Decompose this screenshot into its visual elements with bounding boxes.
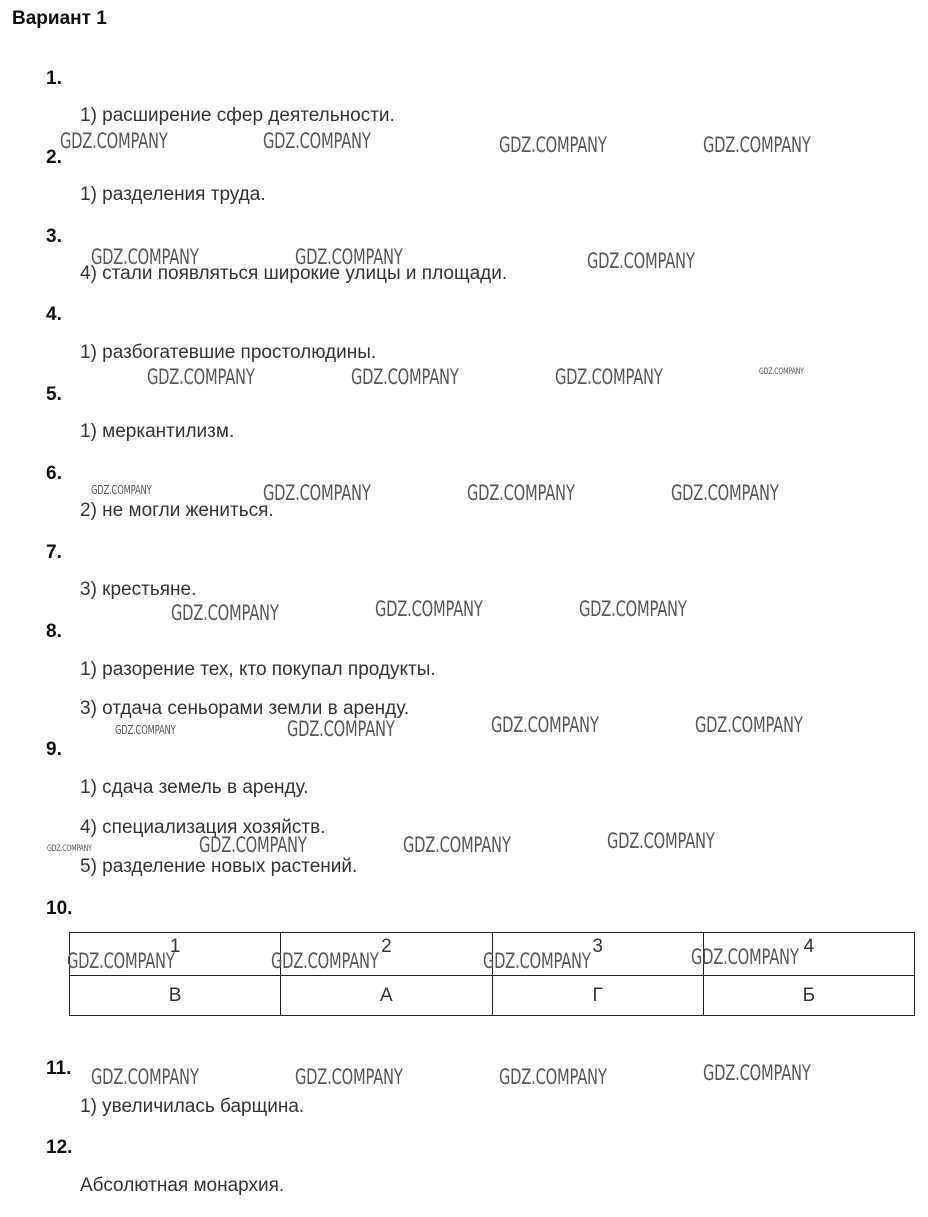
page-title: Вариант 1 xyxy=(12,8,107,29)
question-number: 7. xyxy=(46,542,62,563)
watermark: GDZ.COMPANY xyxy=(607,829,715,853)
answer-text: 1) разбогатевшие простолюдины. xyxy=(80,342,377,363)
answer-text: 1) расширение сфер деятельности. xyxy=(80,105,395,126)
answer-text: 5) разделение новых растений. xyxy=(80,856,358,877)
answer-text: 1) разорение тех, кто покупал продукты. xyxy=(80,659,436,680)
question-number: 8. xyxy=(46,621,62,642)
table-row xyxy=(70,976,915,1016)
watermark: GDZ.COMPANY xyxy=(171,601,279,625)
answer-text: 1) сдача земель в аренду. xyxy=(80,777,309,798)
answer-text: 1) меркантилизм. xyxy=(80,421,235,442)
table-header-cell: 2 xyxy=(281,933,492,976)
watermark: GDZ.COMPANY xyxy=(703,133,811,157)
watermark: GDZ.COMPANY xyxy=(587,249,695,273)
table-row xyxy=(70,933,915,976)
watermark: GDZ.COMPANY xyxy=(555,365,663,389)
table-cell: Б xyxy=(703,976,914,1016)
table-header-cell: 3 xyxy=(492,933,703,976)
watermark: GDZ.COMPANY xyxy=(467,481,575,505)
watermark: GDZ.COMPANY xyxy=(703,1061,811,1085)
watermark: GDZ.COMPANY xyxy=(491,713,599,737)
watermark: GDZ.COMPANY xyxy=(671,481,779,505)
answer-text: 3) крестьяне. xyxy=(80,579,197,600)
watermark: GDZ.COMPANY xyxy=(759,367,804,377)
watermark: GDZ.COMPANY xyxy=(67,949,175,973)
watermark: GDZ.COMPANY xyxy=(287,717,395,741)
watermark: GDZ.COMPANY xyxy=(199,833,307,857)
watermark: GDZ.COMPANY xyxy=(295,1065,403,1089)
answer-text: 2) не могли жениться. xyxy=(80,500,274,521)
watermark: GDZ.COMPANY xyxy=(60,129,168,153)
watermark: GDZ.COMPANY xyxy=(47,844,92,854)
question-number: 11. xyxy=(46,1058,72,1079)
watermark: GDZ.COMPANY xyxy=(271,949,379,973)
question-number: 12. xyxy=(46,1137,73,1158)
answer-text: 1) разделения труда. xyxy=(80,184,266,205)
table-cell: В xyxy=(70,976,281,1016)
question-number: 4. xyxy=(46,304,62,325)
watermark: GDZ.COMPANY xyxy=(351,365,459,389)
watermark: GDZ.COMPANY xyxy=(115,723,176,737)
answer-text: 3) отдача сеньорами земли в аренду. xyxy=(80,698,410,719)
answer-text: 1) увеличилась барщина. xyxy=(80,1096,305,1117)
watermark: GDZ.COMPANY xyxy=(499,1065,607,1089)
question-number: 6. xyxy=(46,463,62,484)
question-number: 1. xyxy=(46,68,62,89)
watermark: GDZ.COMPANY xyxy=(263,481,371,505)
watermark: GDZ.COMPANY xyxy=(579,597,687,621)
table-cell: А xyxy=(281,976,492,1016)
answer-text: 4) специализация хозяйств. xyxy=(80,817,326,838)
watermark: GDZ.COMPANY xyxy=(263,129,371,153)
watermark: GDZ.COMPANY xyxy=(695,713,803,737)
table-header-cell: 4 xyxy=(703,933,914,976)
question-number: 2. xyxy=(46,147,62,168)
watermark: GDZ.COMPANY xyxy=(147,365,255,389)
watermark: GDZ.COMPANY xyxy=(91,245,199,269)
question-number: 3. xyxy=(46,226,62,247)
answer-text: 4) стали появляться широкие улицы и площади. xyxy=(80,263,508,284)
watermark: GDZ.COMPANY xyxy=(375,597,483,621)
watermark: GDZ.COMPANY xyxy=(691,945,799,969)
watermark: GDZ.COMPANY xyxy=(499,133,607,157)
watermark: GDZ.COMPANY xyxy=(483,949,591,973)
matching-table xyxy=(69,932,915,1016)
table-cell: Г xyxy=(492,976,703,1016)
watermark: GDZ.COMPANY xyxy=(403,833,511,857)
watermark: GDZ.COMPANY xyxy=(295,245,403,269)
table-header-cell: 1 xyxy=(70,933,281,976)
question-number: 9. xyxy=(46,739,62,760)
question-number: 5. xyxy=(46,384,62,405)
watermark: GDZ.COMPANY xyxy=(91,483,152,497)
watermark: GDZ.COMPANY xyxy=(91,1065,199,1089)
answer-text: Абсолютная монархия. xyxy=(80,1175,285,1196)
question-number: 10. xyxy=(46,898,73,919)
